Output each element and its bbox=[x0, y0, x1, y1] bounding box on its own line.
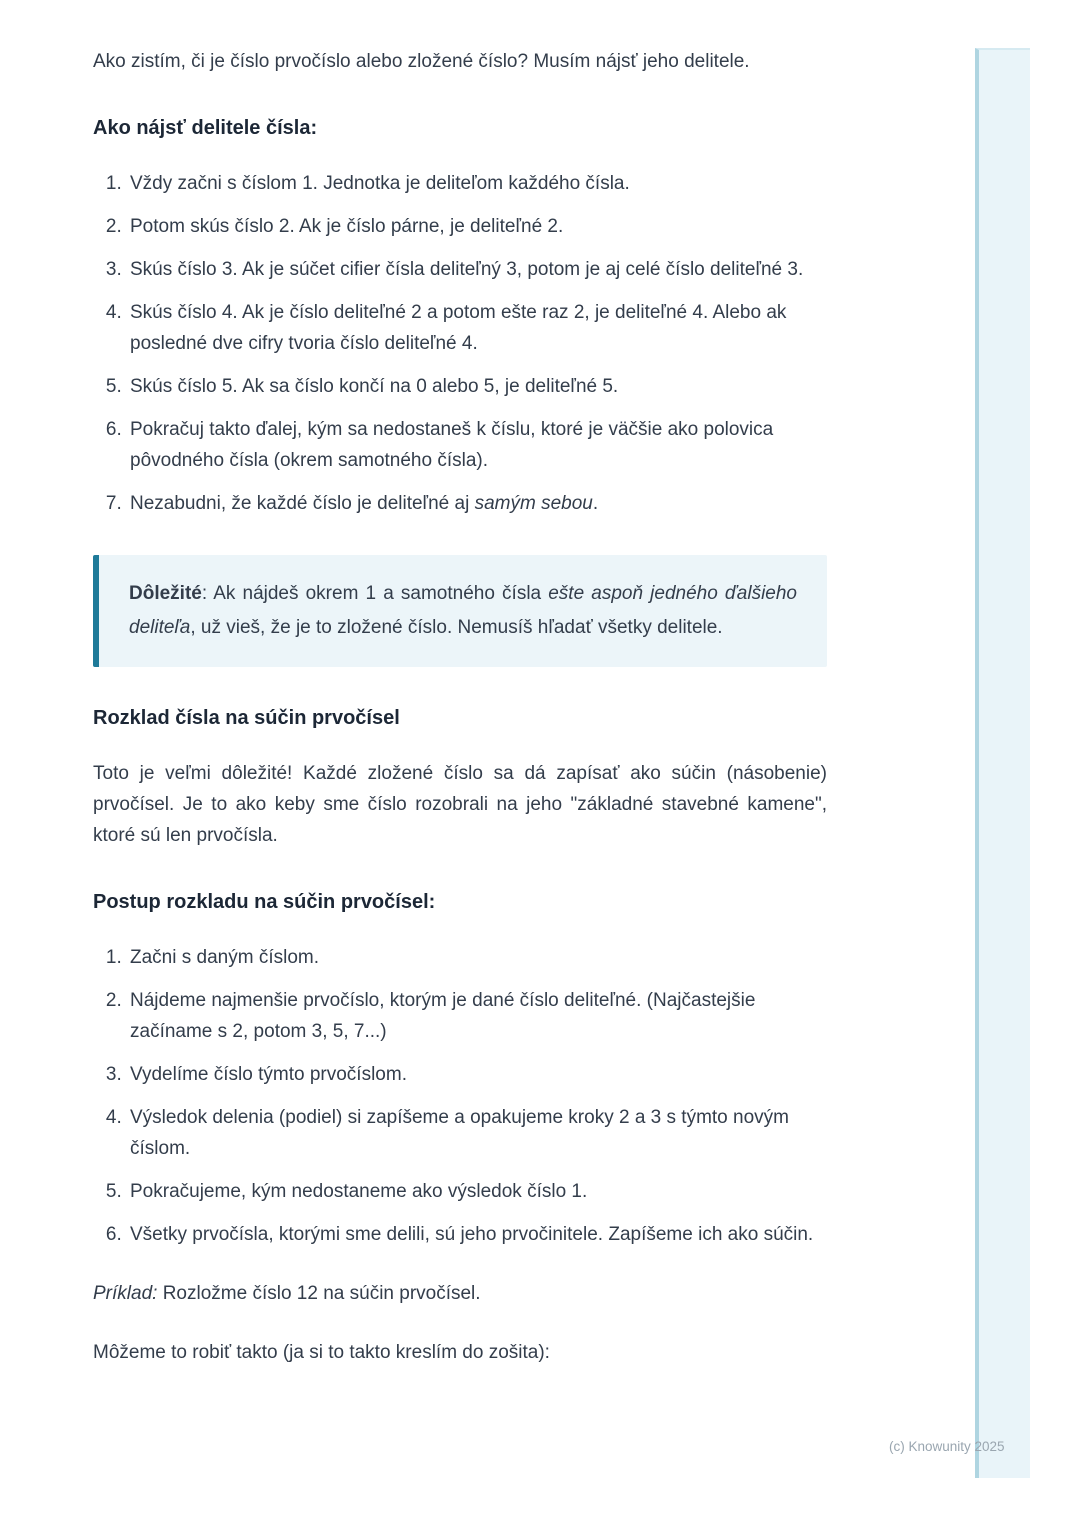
step-item: 1. Začni s daným číslom. bbox=[127, 942, 827, 973]
step-item: 4. Výsledok delenia (podiel) si zapíšeme a opakujeme kroky 2 a 3 s týmto novým číslom. bbox=[127, 1102, 827, 1164]
find-divisors-list bbox=[93, 168, 827, 519]
step-item: 5. Skús číslo 5. Ak sa číslo končí na 0 alebo 5, je deliteľné 5. bbox=[127, 371, 827, 402]
step-item: 5. Pokračujeme, kým nedostaneme ako výsledok číslo 1. bbox=[127, 1176, 827, 1207]
closing-line: Môžeme to robiť takto (ja si to takto kreslím do zošita): bbox=[93, 1342, 550, 1363]
page-edge-strip bbox=[975, 48, 1030, 1478]
heading-procedure: Postup rozkladu na súčin prvočísel: bbox=[93, 891, 436, 913]
callout-text-part: , už vieš, že je to zložené číslo. Nemusíš hľadať všetky delitele. bbox=[190, 617, 723, 638]
watermark: (c) Knowunity 2025 bbox=[889, 1439, 1005, 1454]
step-item: 3. Vydelíme číslo týmto prvočíslom. bbox=[127, 1059, 827, 1090]
intro-paragraph: Ako zistím, či je číslo prvočíslo alebo zložené číslo? Musím nájsť jeho delitele. bbox=[93, 51, 750, 72]
step-item: 6. Všetky prvočísla, ktorými sme delili, sú jeho prvočinitele. Zapíšeme ich ako súčin. bbox=[127, 1219, 827, 1250]
heading-find-divisors: Ako nájsť delitele čísla: bbox=[93, 117, 318, 139]
callout-text bbox=[129, 577, 797, 645]
document-content bbox=[93, 46, 827, 1368]
callout-text-part: : Ak nájdeš okrem 1 a samotného čísla bbox=[201, 583, 549, 604]
procedure-list bbox=[93, 942, 827, 1250]
step-text: . bbox=[592, 493, 599, 514]
callout-emphasis: ešte aspoň jedného ďalšieho deliteľa bbox=[129, 583, 797, 638]
step-item: 6. Pokračuj takto ďalej, kým sa nedostaneš k číslu, ktoré je väčšie ako polovica pôvodného čísla (okrem samotného čísla). bbox=[127, 414, 827, 476]
step-item: 4. Skús číslo 4. Ak je číslo deliteľné 2 a potom ešte raz 2, je deliteľné 4. Alebo ak posledné dve cifry tvoria číslo deliteľné 4. bbox=[127, 297, 827, 359]
heading-decomposition: Rozklad čísla na súčin prvočísel bbox=[93, 707, 400, 729]
example-label: Príklad: bbox=[93, 1283, 158, 1304]
example-text: Rozložme číslo 12 na súčin prvočísel. bbox=[157, 1283, 481, 1304]
step-emphasis: samým sebou bbox=[474, 493, 593, 514]
step-item: 2. Nájdeme najmenšie prvočíslo, ktorým je dané číslo deliteľné. (Najčastejšie začíname s 2, potom 3, 5, 7...) bbox=[127, 985, 827, 1047]
step-item bbox=[127, 488, 827, 519]
step-text: Nezabudni, že každé číslo je deliteľné aj bbox=[130, 493, 475, 514]
important-callout bbox=[93, 555, 827, 667]
step-item: 2. Potom skús číslo 2. Ak je číslo párne, je deliteľné 2. bbox=[127, 211, 827, 242]
decomposition-paragraph: Toto je veľmi dôležité! Každé zložené číslo sa dá zapísať ako súčin (násobenie) prvočísel. Je to ako keby sme číslo rozobrali na jeho "základné stavebné kamene", ktoré sú len prvočísla. bbox=[93, 763, 827, 846]
example-line bbox=[93, 1278, 827, 1309]
step-item: 3. Skús číslo 3. Ak je súčet cifier čísla deliteľný 3, potom je aj celé číslo deliteľné 3. bbox=[127, 254, 827, 285]
callout-label: Dôležité bbox=[129, 583, 202, 604]
step-item: 1. Vždy začni s číslom 1. Jednotka je deliteľom každého čísla. bbox=[127, 168, 827, 199]
